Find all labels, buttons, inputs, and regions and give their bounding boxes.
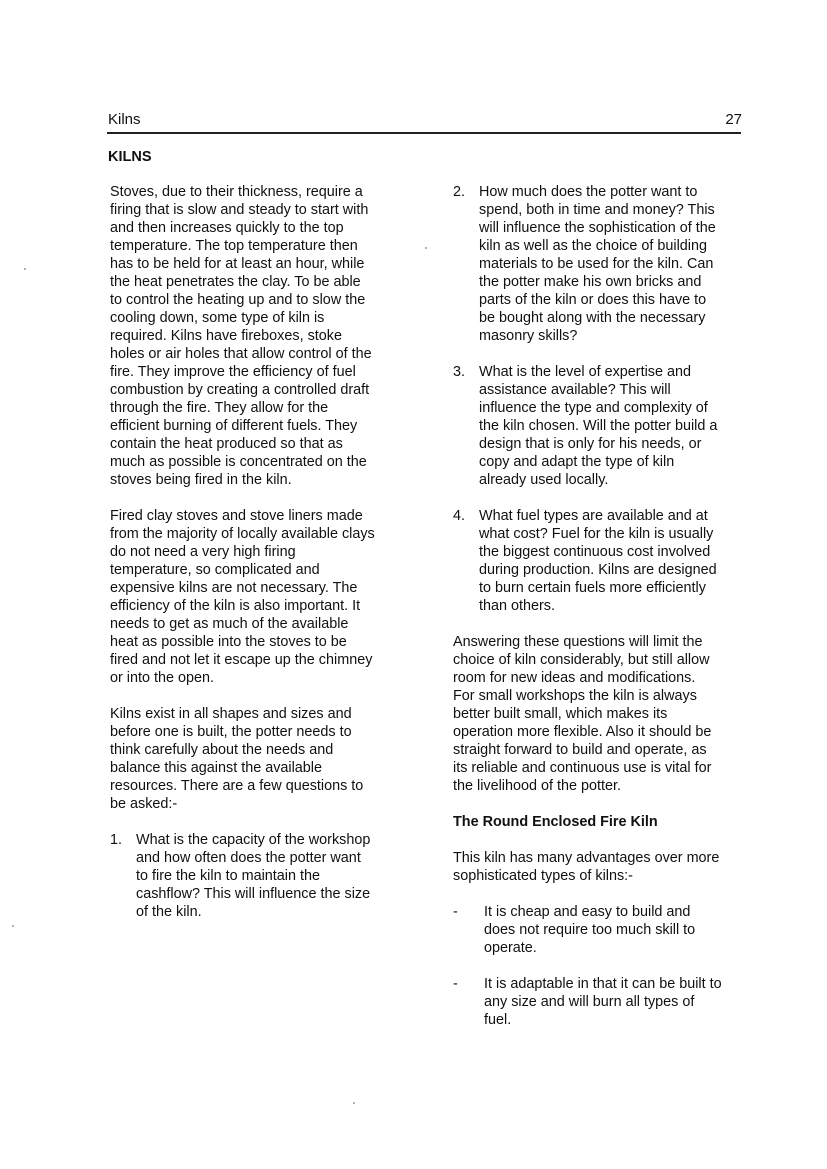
paragraph-fired-clay: Fired clay stoves and stove liners made from the majority of locally available clays do not need a very high firing temperature, so complicated and expensive kilns are not necessary. The efficiency of the kiln is also important. It needs to get as much of the available heat as possible into the stoves to be fired and not let it escape up the chimney or into the open.	[110, 508, 375, 686]
bullet-dash: -	[453, 904, 458, 920]
question-item	[110, 831, 430, 921]
advantage-text: It is cheap and easy to build and does not require too much skill to operate.	[484, 904, 696, 956]
paragraph-stoves-firing: Stoves, due to their thickness, require a firing that is slow and steady to start with and then increases quickly to the top temperature. The top temperature then has to be held for at least an hour, while the heat penetrates the clay. To be able to control the heating up and to slow the cooling down, some type of kiln is required. Kilns have fireboxes, stoke holes or air holes that allow control of the fire. They improve the efficiency of fuel combustion by creating a controlled draft through the fire. They allow for the efficient burning of different fuels. They contain the heat produced so that as much as possible is concentrated on the stoves being fired in the kiln.	[110, 184, 372, 488]
subheading-round-kiln: The Round Enclosed Fire Kiln	[453, 814, 658, 830]
scan-speck	[24, 268, 26, 270]
question-item	[453, 363, 763, 489]
question-text: What fuel types are available and at what cost? Fuel for the kiln is usually the biggest continuous cost involved during production. Kilns are designed to burn certain fuels more efficiently than others.	[479, 508, 717, 614]
section-heading: KILNS	[108, 149, 152, 165]
question-number: 4.	[453, 508, 466, 524]
left-column	[110, 183, 430, 939]
scan-speck	[353, 1102, 355, 1104]
running-head-title: Kilns	[108, 111, 141, 128]
question-number: 3.	[453, 364, 466, 380]
scan-speck	[425, 247, 427, 249]
paragraph-kiln-shapes: Kilns exist in all shapes and sizes and before one is built, the potter needs to think carefully about the needs and balance this against the available resources. There are a few questions to be asked:-	[110, 706, 364, 812]
advantage-item	[453, 975, 763, 1029]
running-head	[108, 111, 742, 131]
question-item	[453, 507, 763, 615]
page-number: 27	[725, 111, 742, 128]
paragraph-conclusion: Answering these questions will limit the choice of kiln considerably, but still allow room for new ideas and modifications. For small workshops the kiln is always better built small, which makes its operation more flexible. Also it should be straight forward to build and operate, as its reliable and continuous use is vital for the livelihood of the potter.	[453, 634, 712, 794]
right-column	[453, 183, 763, 1047]
advantage-text: It is adaptable in that it can be built to any size and will burn all types of fuel.	[484, 976, 722, 1028]
question-text: How much does the potter want to spend, both in time and money? This will influence the sophistication of the kiln as well as the choice of building materials to be used for the kiln. Can the potter make his own bricks and parts of the kiln or does this have to be bought along with the necessary masonry skills?	[479, 184, 716, 344]
question-number: 2.	[453, 184, 466, 200]
header-rule	[107, 132, 741, 134]
scan-speck	[12, 925, 14, 927]
question-text: What is the capacity of the workshop and how often does the potter want to fire the kiln to maintain the cashflow? This will influence the size of the kiln.	[136, 832, 371, 920]
paragraph-intro: This kiln has many advantages over more sophisticated types of kilns:-	[453, 850, 720, 884]
bullet-dash: -	[453, 976, 458, 992]
question-item	[453, 183, 763, 345]
question-number: 1.	[110, 832, 123, 848]
advantage-item	[453, 903, 763, 957]
question-text: What is the level of expertise and assistance available? This will influence the type and complexity of the kiln chosen. Will the potter build a design that is only for his needs, or copy and adapt the type of kiln already used locally.	[479, 364, 718, 488]
